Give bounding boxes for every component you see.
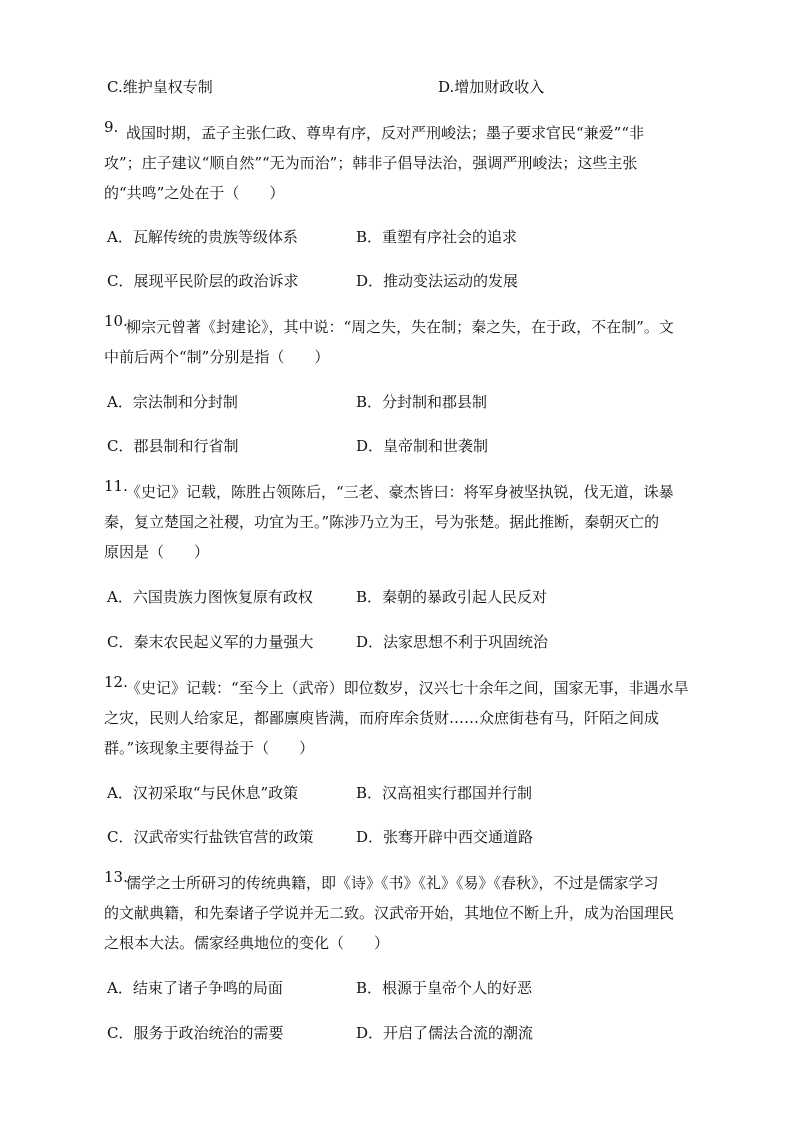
option-b: B．重塑有序社会的追求 [356,228,518,246]
option-c: C.维护皇权专制 [107,78,213,96]
option-d: D．推动变法运动的发展 [356,272,519,290]
question-number: 12. [104,673,128,691]
question-line: 的文献典籍，和先秦诸子学说并无二致。汉武帝开始，其地位不断上升，成为治国理民 [104,904,675,922]
option-a: A．宗法制和分封制 [107,393,238,411]
option-c: C．秦末农民起义军的力量强大 [107,633,314,651]
question-13 [104,868,716,958]
option-d: D．法家思想不利于巩固统治 [356,633,549,651]
question-line: 中前后两个“制”分别是指（ ） [104,348,330,366]
option-d: D.增加财政收入 [438,78,545,96]
option-a: A．瓦解传统的贵族等级体系 [107,228,298,246]
option-c: C．郡县制和行省制 [107,437,239,455]
question-line: 柳宗元曾著《封建论》，其中说：“周之失，失在制；秦之失，在于政，不在制”。文 [126,318,674,336]
question-line: 攻”；庄子建议“顺自然”“无为而治”；韩非子倡导法治，强调严刑峻法；这些主张 [104,154,638,172]
question-line: 《史记》记载，陈胜占领陈后，“三老、豪杰皆曰：将军身被坚执锐，伐无道，诛暴 [126,483,674,501]
question-line: 的“共鸣”之处在于（ ） [104,184,285,202]
option-b: B．分封制和郡县制 [356,393,488,411]
question-11 [104,477,716,567]
question-line: 群。”该现象主要得益于（ ） [104,739,315,757]
option-c: C．汉武帝实行盐铁官营的政策 [107,828,314,846]
question-number: 9. [104,118,119,136]
question-line: 儒学之士所研习的传统典籍，即《诗》《书》《礼》《易》《春秋》，不过是儒家学习 [126,874,659,892]
option-d: D．开启了儒法合流的潮流 [356,1024,534,1042]
question-number: 11. [104,477,128,495]
question-12 [104,673,716,763]
question-line: 《史记》记载：“至今上（武帝）即位数岁，汉兴七十余年之间，国家无事，非遇水旱 [126,679,689,697]
option-d: D．张骞开辟中西交通道路 [356,828,534,846]
option-a: A．汉初采取“与民休息”政策 [107,784,299,802]
option-c: C．展现平民阶层的政治诉求 [107,272,299,290]
question-10 [104,312,716,372]
question-line: 战国时期，孟子主张仁政、尊卑有序，反对严刑峻法；墨子要求官民“兼爱”“非 [126,124,645,142]
option-b: B．秦朝的暴政引起人民反对 [356,588,548,606]
question-line: 原因是（ ） [104,543,210,561]
question-number: 13. [104,868,128,886]
option-a: A．六国贵族力图恢复原有政权 [107,588,313,606]
option-b: B．汉高祖实行郡国并行制 [356,784,533,802]
question-line: 之根本大法。儒家经典地位的变化（ ） [104,934,390,952]
option-a: A．结束了诸子争鸣的局面 [107,979,283,997]
question-line: 秦，复立楚国之社稷，功宜为王。”陈涉乃立为王，号为张楚。据此推断，秦朝灭亡的 [104,513,660,531]
question-number: 10. [104,312,128,330]
question-9 [104,118,716,208]
question-line: 之灾，民则人给家足，都鄙廪庾皆满，而府库余货财……众庶街巷有马，阡陌之间成 [104,709,660,727]
option-c: C．服务于政治统治的需要 [107,1024,284,1042]
option-b: B．根源于皇帝个人的好恶 [356,979,533,997]
option-d: D．皇帝制和世袭制 [356,437,489,455]
